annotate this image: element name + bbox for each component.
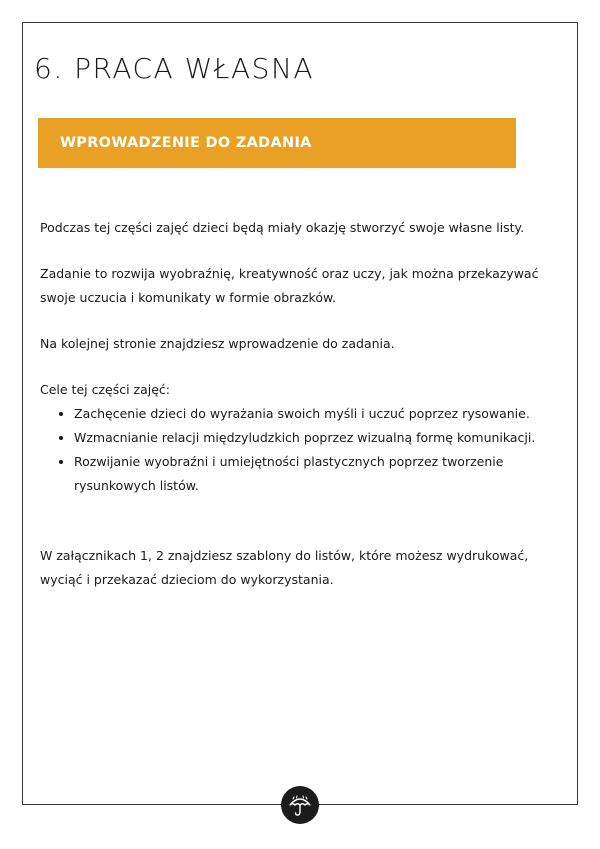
banner-label: WPROWADZENIE DO ZADANIA: [60, 135, 312, 151]
goals-list: [40, 402, 540, 498]
goal-item: • Wzmacnianie relacji międzyludzkich poprzez wizualną formę komunikacji.: [74, 426, 540, 450]
goal-item: • Zachęcenie dzieci do wyrażania swoich myśli i uczuć poprzez rysowanie.: [74, 402, 540, 426]
paragraph-intro: Podczas tej części zajęć dzieci będą miały okazję stworzyć swoje własne listy.: [40, 220, 525, 235]
page-title: 6. PRACA WŁASNA: [34, 52, 315, 85]
logo: [281, 786, 319, 824]
content-body: [40, 216, 540, 592]
umbrella-icon: [287, 792, 313, 818]
goal-item: • Rozwijanie wyobraźni i umiejętności plastycznych poprzez tworzenie rysunkowych listów.: [74, 450, 540, 498]
paragraph-next-page: Na kolejnej stronie znajdziesz wprowadzenie do zadania.: [40, 336, 395, 351]
paragraph-task: Zadanie to rozwija wyobraźnię, kreatywność oraz uczy, jak można przekazywać swoje uczucia i komunikaty w formie obrazków.: [40, 266, 539, 305]
section-banner: [38, 118, 516, 168]
paragraph-attachments: W załącznikach 1, 2 znajdziesz szablony do listów, które możesz wydrukować, wyciąć i przekazać dzieciom do wykorzystania.: [40, 548, 529, 587]
goals-label: Cele tej części zajęć:: [40, 382, 171, 397]
